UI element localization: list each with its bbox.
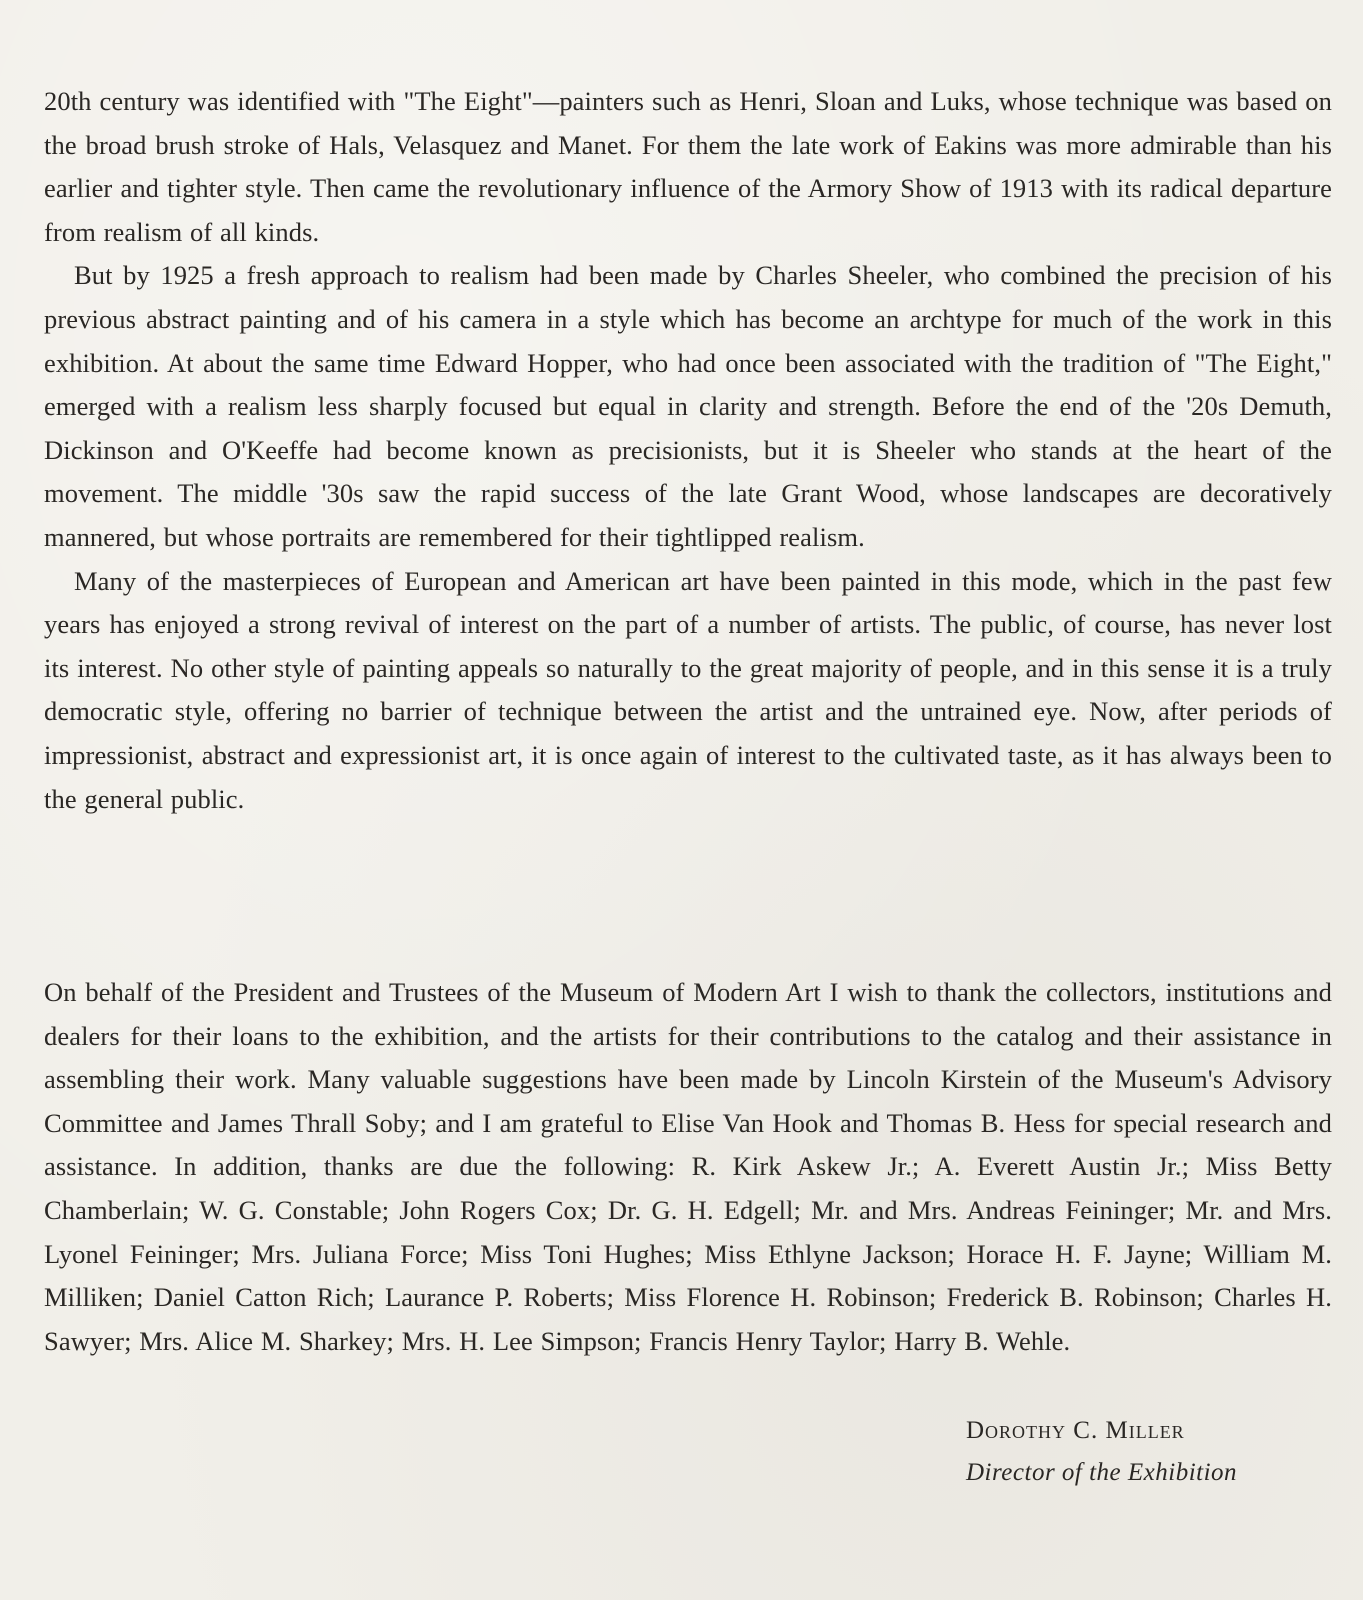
acknowledgments-block — [44, 971, 1332, 1363]
signature-title: Director of the Exhibition — [966, 1459, 1238, 1486]
paragraph-acknowledgments: On behalf of the President and Trustees of the Museum of Modern Art I wish to thank the collectors, institutions and dealers for their loans to the exhibition, and the artists for their contributions to the catalog and their assistance in assembling their work. Many valuable suggestions have been made by Lincoln Kirstein of the Museum's Advisory Committee and James Thrall Soby; and I am grateful to Elise Van Hook and Thomas B. Hess for special research and assistance. In addition, thanks are due the following: R. Kirk Askew Jr.; A. Everett Austin Jr.; Miss Betty Chamberlain; W. G. Constable; John Rogers Cox; Dr. G. H. Edgell; Mr. and Mrs. Andreas Feininger; Mr. and Mrs. Lyonel Feininger; Mrs. Juliana Force; Miss Toni Hughes; Miss Ethlyne Jackson; Horace H. F. Jayne; William M. Milliken; Daniel Catton Rich; Laurance P. Roberts; Miss Florence H. Robinson; Frederick B. Robinson; Charles H. Sawyer; Mrs. Alice M. Sharkey; Mrs. H. Lee Simpson; Francis Henry Taylor; Harry B. Wehle. — [44, 977, 1332, 1356]
intro-text-block — [44, 80, 1332, 821]
paragraph-sheeler-realism: But by 1925 a fresh approach to realism had been made by Charles Sheeler, who combined the precision of his previous abstract painting and of his camera in a style which has become an archtype for much of the work in this exhibition. At about the same time Edward Hopper, who had once been associated with the tradition of "The Eight," emerged with a realism less sharply focused but equal in clarity and strength. Before the end of the '20s Demuth, Dickinson and O'Keeffe had become known as precisionists, but it is Sheeler who stands at the heart of the movement. The middle '30s saw the rapid success of the late Grant Wood, whose landscapes are decoratively mannered, but whose portraits are remembered for their tightlipped realism. — [44, 260, 1332, 552]
paragraph-democratic-style: Many of the masterpieces of European and American art have been painted in this mode, which in the past few years has enjoyed a strong revival of interest on the part of a number of artists. The public, of course, has never lost its interest. No other style of painting appeals so naturally to the great majority of people, and in this sense it is a truly democratic style, offering no barrier of technique between the artist and the untrained eye. Now, after periods of impressionist, abstract and expressionist art, it is once again of interest to the cultivated taste, as it has always been to the general public. — [44, 565, 1332, 814]
signature-block — [966, 1410, 1326, 1494]
signature-name: Dorothy C. Miller — [966, 1417, 1185, 1444]
paragraph-eight-painters: 20th century was identified with "The Eight"—painters such as Henri, Sloan and Luks, whose technique was based on the broad brush stroke of Hals, Velasquez and Manet. For them the late work of Eakins was more admirable than his earlier and tighter style. Then came the revolutionary influence of the Armory Show of 1913 with its radical departure from realism of all kinds. — [44, 86, 1332, 247]
